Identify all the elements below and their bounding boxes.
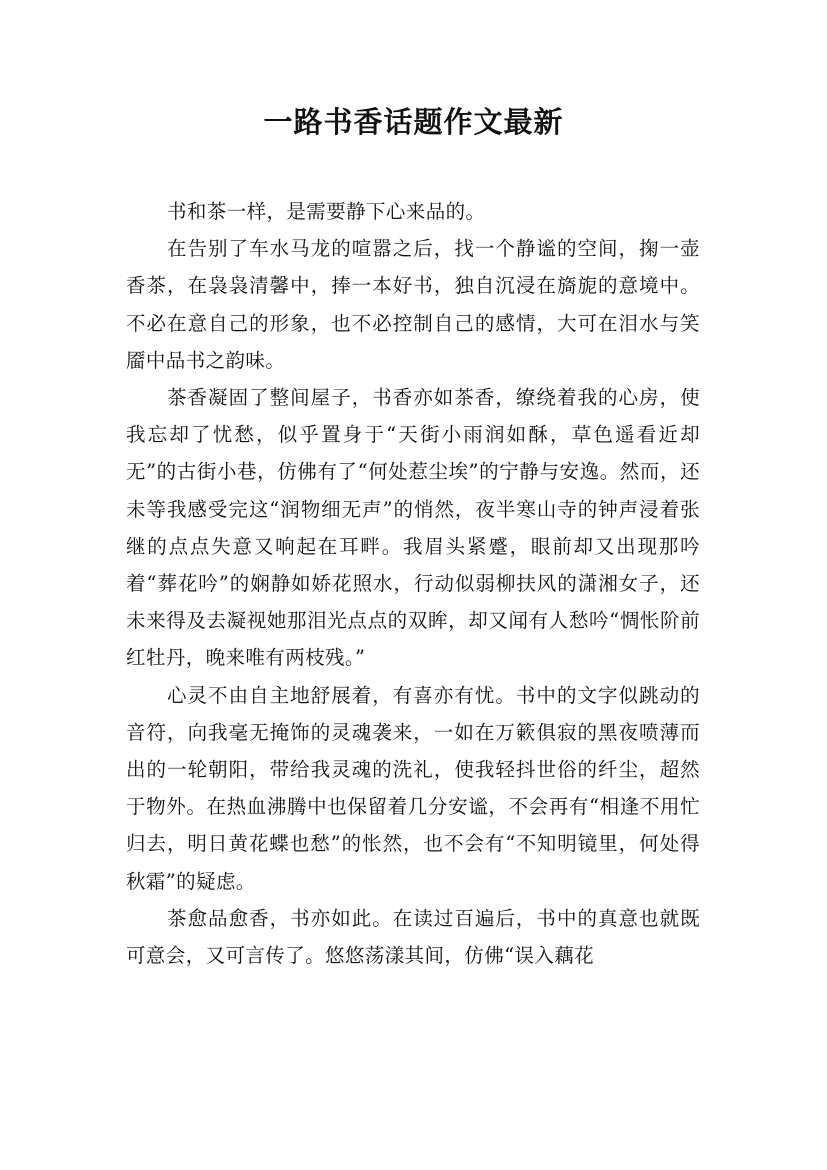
paragraph-3: 茶香凝固了整间屋子，书香亦如茶香，缭绕着我的心房，使我忘却了忧愁，似乎置身于“天街小雨润如酥，草色遥看近却无”的古街小巷，仿佛有了“何处惹尘埃”的宁静与安逸。然而，还未等我感受完这“润物细无声”的悄然，夜半寒山寺的钟声浸着张继的点点失意又响起在耳畔。我眉头紧蹙，眼前却又出现那吟着“葬花吟”的娴静如娇花照水，行动似弱柳扶风的潇湘女子，还未来得及去凝视她那泪光点点的双眸，却又闻有人愁吟“惆怅阶前红牡丹，晚来唯有两枝残。” (126, 386, 700, 670)
document-body (126, 193, 700, 974)
paragraph-5: 茶愈品愈香，书亦如此。在读过百遍后，书中的真意也就既可意会，又可言传了。悠悠荡漾其间，仿佛“误入藕花 (126, 906, 700, 968)
paragraph-1: 书和茶一样，是需要静下心来品的。 (167, 200, 486, 223)
document-title: 一路书香话题作文最新 (263, 105, 564, 139)
paragraph-4: 心灵不由自主地舒展着，有喜亦有忧。书中的文字似跳动的音符，向我毫无掩饰的灵魂袭来，一如在万簌俱寂的黑夜喷薄而出的一轮朝阳，带给我灵魂的洗礼，使我轻抖世俗的纤尘，超然于物外。在热血沸腾中也保留着几分安谧，不会再有“相逢不用忙归去，明日黄花蝶也愁”的怅然，也不会有“不知明镜里，何处得秋霜”的疑虑。 (126, 683, 700, 893)
paragraph-2: 在告别了车水马龙的喧嚣之后，找一个静谧的空间，掬一壶香茶，在袅袅清馨中，捧一本好书，独自沉浸在旖旎的意境中。不必在意自己的形象，也不必控制自己的感情，大可在泪水与笑靥中品书之韵味。 (126, 237, 700, 372)
